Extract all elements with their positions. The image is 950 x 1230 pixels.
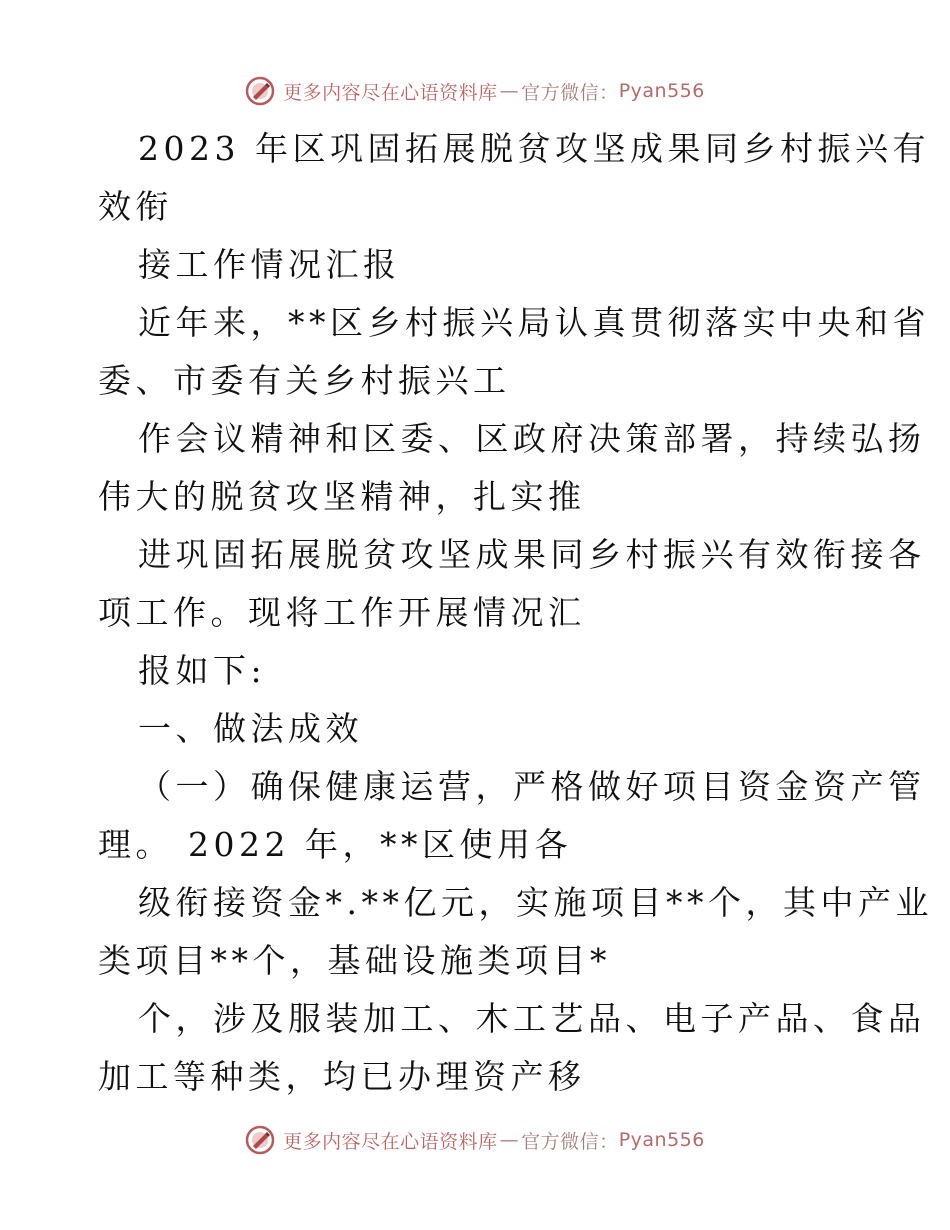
- paragraph-line: 理。 2022 年，**区使用各: [98, 825, 572, 864]
- watermark-wechat-id: Pyan556: [618, 1129, 705, 1151]
- title-line-3: 接工作情况汇报: [138, 245, 401, 284]
- paragraph-line: 进巩固拓展脱贫攻坚成果同乡村振兴有效衔接各: [138, 535, 926, 574]
- paragraph-line: 报如下:: [138, 651, 267, 690]
- watermark-brand: 更多内容尽在心语资料库: [283, 1130, 498, 1153]
- paragraph-line: 伟大的脱贫攻坚精神，扎实推: [98, 477, 586, 516]
- watermark-official-label: 官方微信：: [521, 81, 619, 104]
- seal-logo-icon: [245, 76, 275, 106]
- seal-logo-icon: [245, 1125, 275, 1155]
- watermark-dash: —: [499, 80, 520, 102]
- title-line-1: 2023 年区巩固拓展脱贫攻坚成果同乡村振兴有: [138, 129, 930, 168]
- paragraph-line: 近年来，**区乡村振兴局认真贯彻落实中央和省: [138, 303, 930, 342]
- paragraph-line: 委、市委有关乡村振兴工: [98, 361, 511, 400]
- watermark-brand: 更多内容尽在心语资料库: [283, 81, 498, 104]
- watermark-header: [0, 73, 950, 109]
- watermark-official-label: 官方微信：: [521, 1130, 619, 1153]
- paragraph-line: 类项目**个，基础设施类项目*: [98, 941, 611, 980]
- paragraph-line: 作会议精神和区委、区政府决策部署，持续弘扬: [138, 419, 926, 458]
- paragraph-line: （一）确保健康运营，严格做好项目资金资产管: [138, 767, 926, 806]
- watermark-wechat-id: Pyan556: [618, 80, 705, 102]
- watermark-dash: —: [499, 1129, 520, 1151]
- section-heading: 一、做法成效: [138, 709, 363, 748]
- watermark-footer: [0, 1122, 950, 1158]
- paragraph-line: 加工等种类，均已办理资产移: [98, 1057, 586, 1096]
- paragraph-line: 项工作。现将工作开展情况汇: [98, 593, 586, 632]
- paragraph-line: 级衔接资金*.**亿元，实施项目**个，其中产业: [138, 883, 933, 922]
- document-body: [98, 120, 933, 1106]
- title-line-2: 效衔: [98, 187, 173, 226]
- paragraph-line: 个，涉及服装加工、木工艺品、电子产品、食品: [138, 999, 926, 1038]
